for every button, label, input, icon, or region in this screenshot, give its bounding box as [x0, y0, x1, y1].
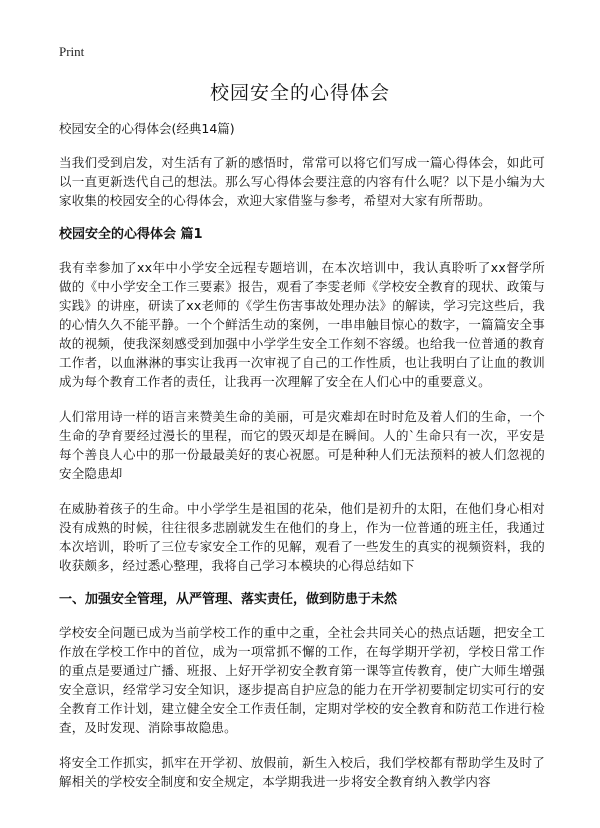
section-heading: 校园安全的心得体会 篇1 — [59, 227, 203, 242]
intro-paragraph: 当我们受到启发，对生活有了新的感悟时，常常可以将它们写成一篇心得体会，如此可以一直更新迭代自己的想法。那么写心得体会要注意的内容有什么呢？以下是小编为大家收集的校园安全的心得体会，欢迎大家借鉴与参考，希望对大家有所帮助。 — [59, 155, 545, 208]
print-link[interactable]: Print — [59, 44, 85, 59]
section-paragraph: 我有幸参加了xx年中小学安全远程专题培训，在本次培训中，我认真聆听了xx督学所做的《中小学安全工作三要素》报告，观看了李雯老师《学校安全教育的现状、政策与实践》的讲座，研读了xx老师的《学生伤害事故处理办法》的解读，学习完这些后，我的心情久久不能平静。一个个鲜活生动的案例，一串串触目惊心的数字，一篇篇安全事故的视频，使我深刻感受到加强中小学学生安全工作刻不容缓。也给我一位普通的教育工作者，以血淋淋的事实让我再一次审视了自己的工作性质，也让我明白了让血的教训成为每个教育工作者的责任，让我再一次理解了安全在人们心中的重要意义。 — [59, 260, 545, 389]
subsection-paragraph: 学校安全问题已成为当前学校工作的重中之重，全社会共同关心的热点话题，把安全工作放在学校工作中的首位，成为一项常抓不懈的工作，在每学期开学初，学校日常工作的重点是要通过广播、班报、上好开学初安全教育第一课等宣传教育，使广大师生增强安全意识，经常学习安全知识，逐步提高自护应急的能力在开学初要制定切实可行的安全教育工作计划，建立健全安全工作责任制，定期对学校的安全教育和防范工作进行检查，及时发现、消除事故隐患。 — [59, 625, 545, 735]
page-title: 校园安全的心得体会 — [209, 82, 390, 104]
article-body — [59, 120, 545, 807]
article-subtitle: 校园安全的心得体会(经典14篇) — [59, 121, 235, 136]
section-paragraph: 人们常用诗一样的语言来赞美生命的美丽，可是灾难却在时时危及着人们的生命，一个生命的孕育要经过漫长的里程，而它的毁灭却是在瞬间。人的`生命只有一次，平安是每个善良人心中的那一份最最美好的衷心祝愿。可是种种人们无法预料的被人们忽视的安全隐患却 — [59, 409, 545, 481]
section-paragraph: 在威胁着孩子的生命。中小学学生是祖国的花朵，他们是初升的太阳，在他们身心相对没有成熟的时候，往往很多悲剧就发生在他们的身上，作为一位普通的班主任，我通过本次培训，聆听了三位专家安全工作的见解，观看了一些发生的真实的视频资料，我的收获颇多，经过悉心整理，我将自己学习本模块的心得总结如下 — [59, 501, 545, 573]
subsection-paragraph: 将安全工作抓实，抓牢在开学初、放假前，新生入校后，我们学校都有帮助学生及时了解相关的学校安全制度和安全规定，本学期我进一步将安全教育纳入教学内容 — [59, 755, 545, 789]
subsection-heading: 一、加强安全管理，从严管理、落实责任，做到防患于未然 — [59, 592, 398, 607]
